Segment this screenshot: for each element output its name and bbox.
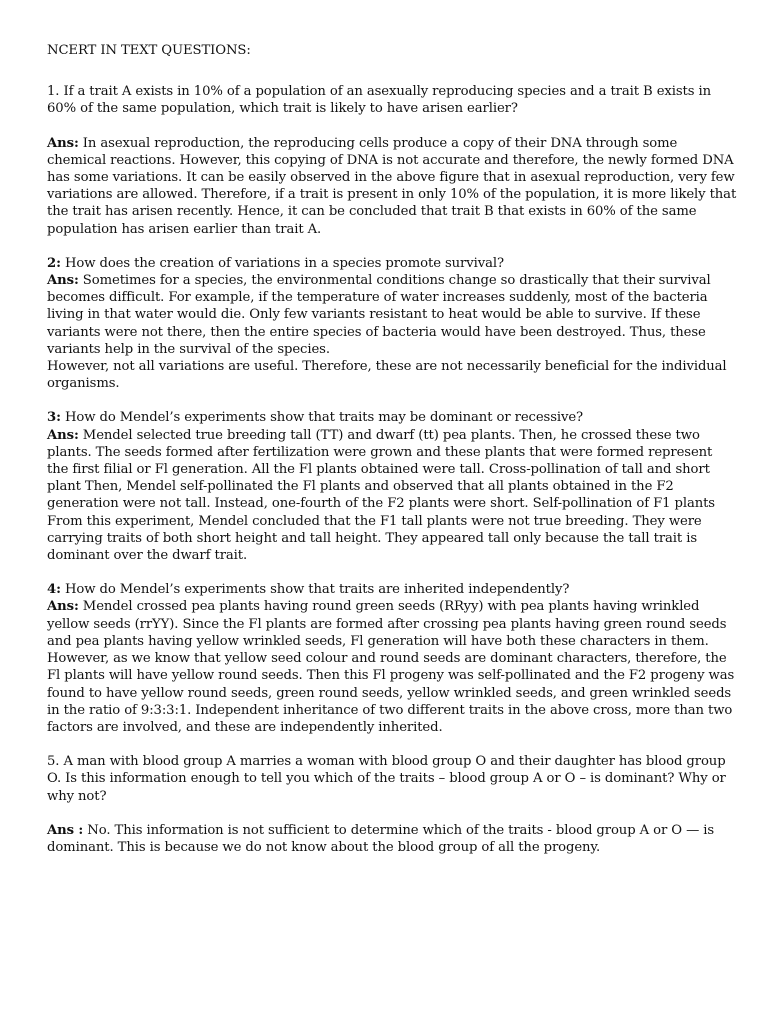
answer-2-text: Sometimes for a species, the environmental conditions change so drastically that their survival becomes difficult. For example, if the temperature of water increases suddenly, most of the bacteria living in that water would die. Only few variants resistant to heat would be able to survive. If these variants were not there, then the entire species of bacteria would have been destroyed. Thus, these variants help in the survival of the species. xyxy=(47,273,711,357)
question-2-text: How does the creation of variations in a species promote survival? xyxy=(60,255,504,271)
answer-5 xyxy=(47,822,737,856)
answer-3-text: Mendel selected true breeding tall (TT) and dwarf (tt) pea plants. Then, he crossed these two plants. The seeds formed after fertilization were grown and these plants that were formed represent the first filial or Fl generation. All the Fl plants obtained were tall. Cross-pollination of tall and short plant Then, Mendel self-pollinated the Fl plants and observed that all plants obtained in the F2 generation were not tall. Instead, one-fourth of the F2 plants were short. Self-pollination of F1 plants From this experiment, Mendel concluded that the F1 tall plants were not true breeding. They were carrying traits of both short height and tall height. They appeared tall only because the tall trait is dominant over the dwarf trait. xyxy=(47,427,715,564)
answer-3-label: Ans: xyxy=(47,427,79,443)
question-4-number: 4: xyxy=(47,582,61,598)
answer-1-label: Ans: xyxy=(47,135,79,151)
question-2 xyxy=(47,255,737,272)
question-4 xyxy=(47,581,737,598)
answer-2-continued: However, not all variations are useful. Therefore, these are not necessarily beneficial for the individual organisms. xyxy=(47,359,727,392)
question-2-number: 2: xyxy=(47,255,61,271)
answer-3 xyxy=(47,427,737,565)
page-heading: NCERT IN TEXT QUESTIONS: xyxy=(47,43,251,58)
answer-2 xyxy=(47,272,737,358)
answer-2-label: Ans: xyxy=(47,273,79,289)
answer-1-text: In asexual reproduction, the reproducing cells produce a copy of their DNA through some chemical reactions. However, this copying of DNA is not accurate and therefore, the newly formed DNA has some variations. It can be easily observed in the above figure that in asexual reproduction, very few variations are allowed. Therefore, if a trait is present in only 10% of the population, it is more likely that the trait has arisen recently. Hence, it can be concluded that trait B that exists in 60% of the same population has arisen earlier than trait A. xyxy=(47,135,737,237)
question-3-text: How do Mendel’s experiments show that traits may be dominant or recessive? xyxy=(60,410,584,426)
question-3 xyxy=(47,409,737,426)
question-3-number: 3: xyxy=(47,410,61,426)
answer-4-text: Mendel crossed pea plants having round green seeds (RRyy) with pea plants having wrinkled yellow seeds (rrYY). Since the Fl plants are formed after crossing pea plants having green round seeds and pea plants having yellow wrinkled seeds, Fl generation will have both these characters in them. However, as we know that yellow seed colour and round seeds are dominant characters, therefore, the Fl plants will have yellow round seeds. Then this Fl progeny was self-pollinated and the F2 progeny was found to have yellow round seeds, green round seeds, yellow wrinkled seeds, and green wrinkled seeds in the ratio of 9:3:3:1. Independent inheritance of two different traits in the above cross, more than two factors are involved, and these are independently inherited. xyxy=(47,599,735,735)
question-1: 1. If a trait A exists in 10% of a population of an asexually reproducing species and a trait B exists in 60% of the same population, which trait is likely to have arisen earlier? xyxy=(47,84,712,117)
question-5: 5. A man with blood group A marries a woman with blood group O and their daughter has blood group O. Is this information enough to tell you which of the traits – blood group A or O – is dominant? Why or why not? xyxy=(47,754,726,804)
document-page xyxy=(47,42,737,856)
answer-4-label: Ans: xyxy=(47,599,79,615)
answer-4 xyxy=(47,598,737,736)
answer-1 xyxy=(47,135,737,238)
question-4-text: How do Mendel’s experiments show that traits are inherited independently? xyxy=(60,582,570,598)
answer-5-text: No. This information is not sufficient to determine which of the traits - blood group A or O — is dominant. This is because we do not know about the blood group of all the progeny. xyxy=(47,822,715,855)
answer-5-label: Ans : xyxy=(47,822,84,838)
